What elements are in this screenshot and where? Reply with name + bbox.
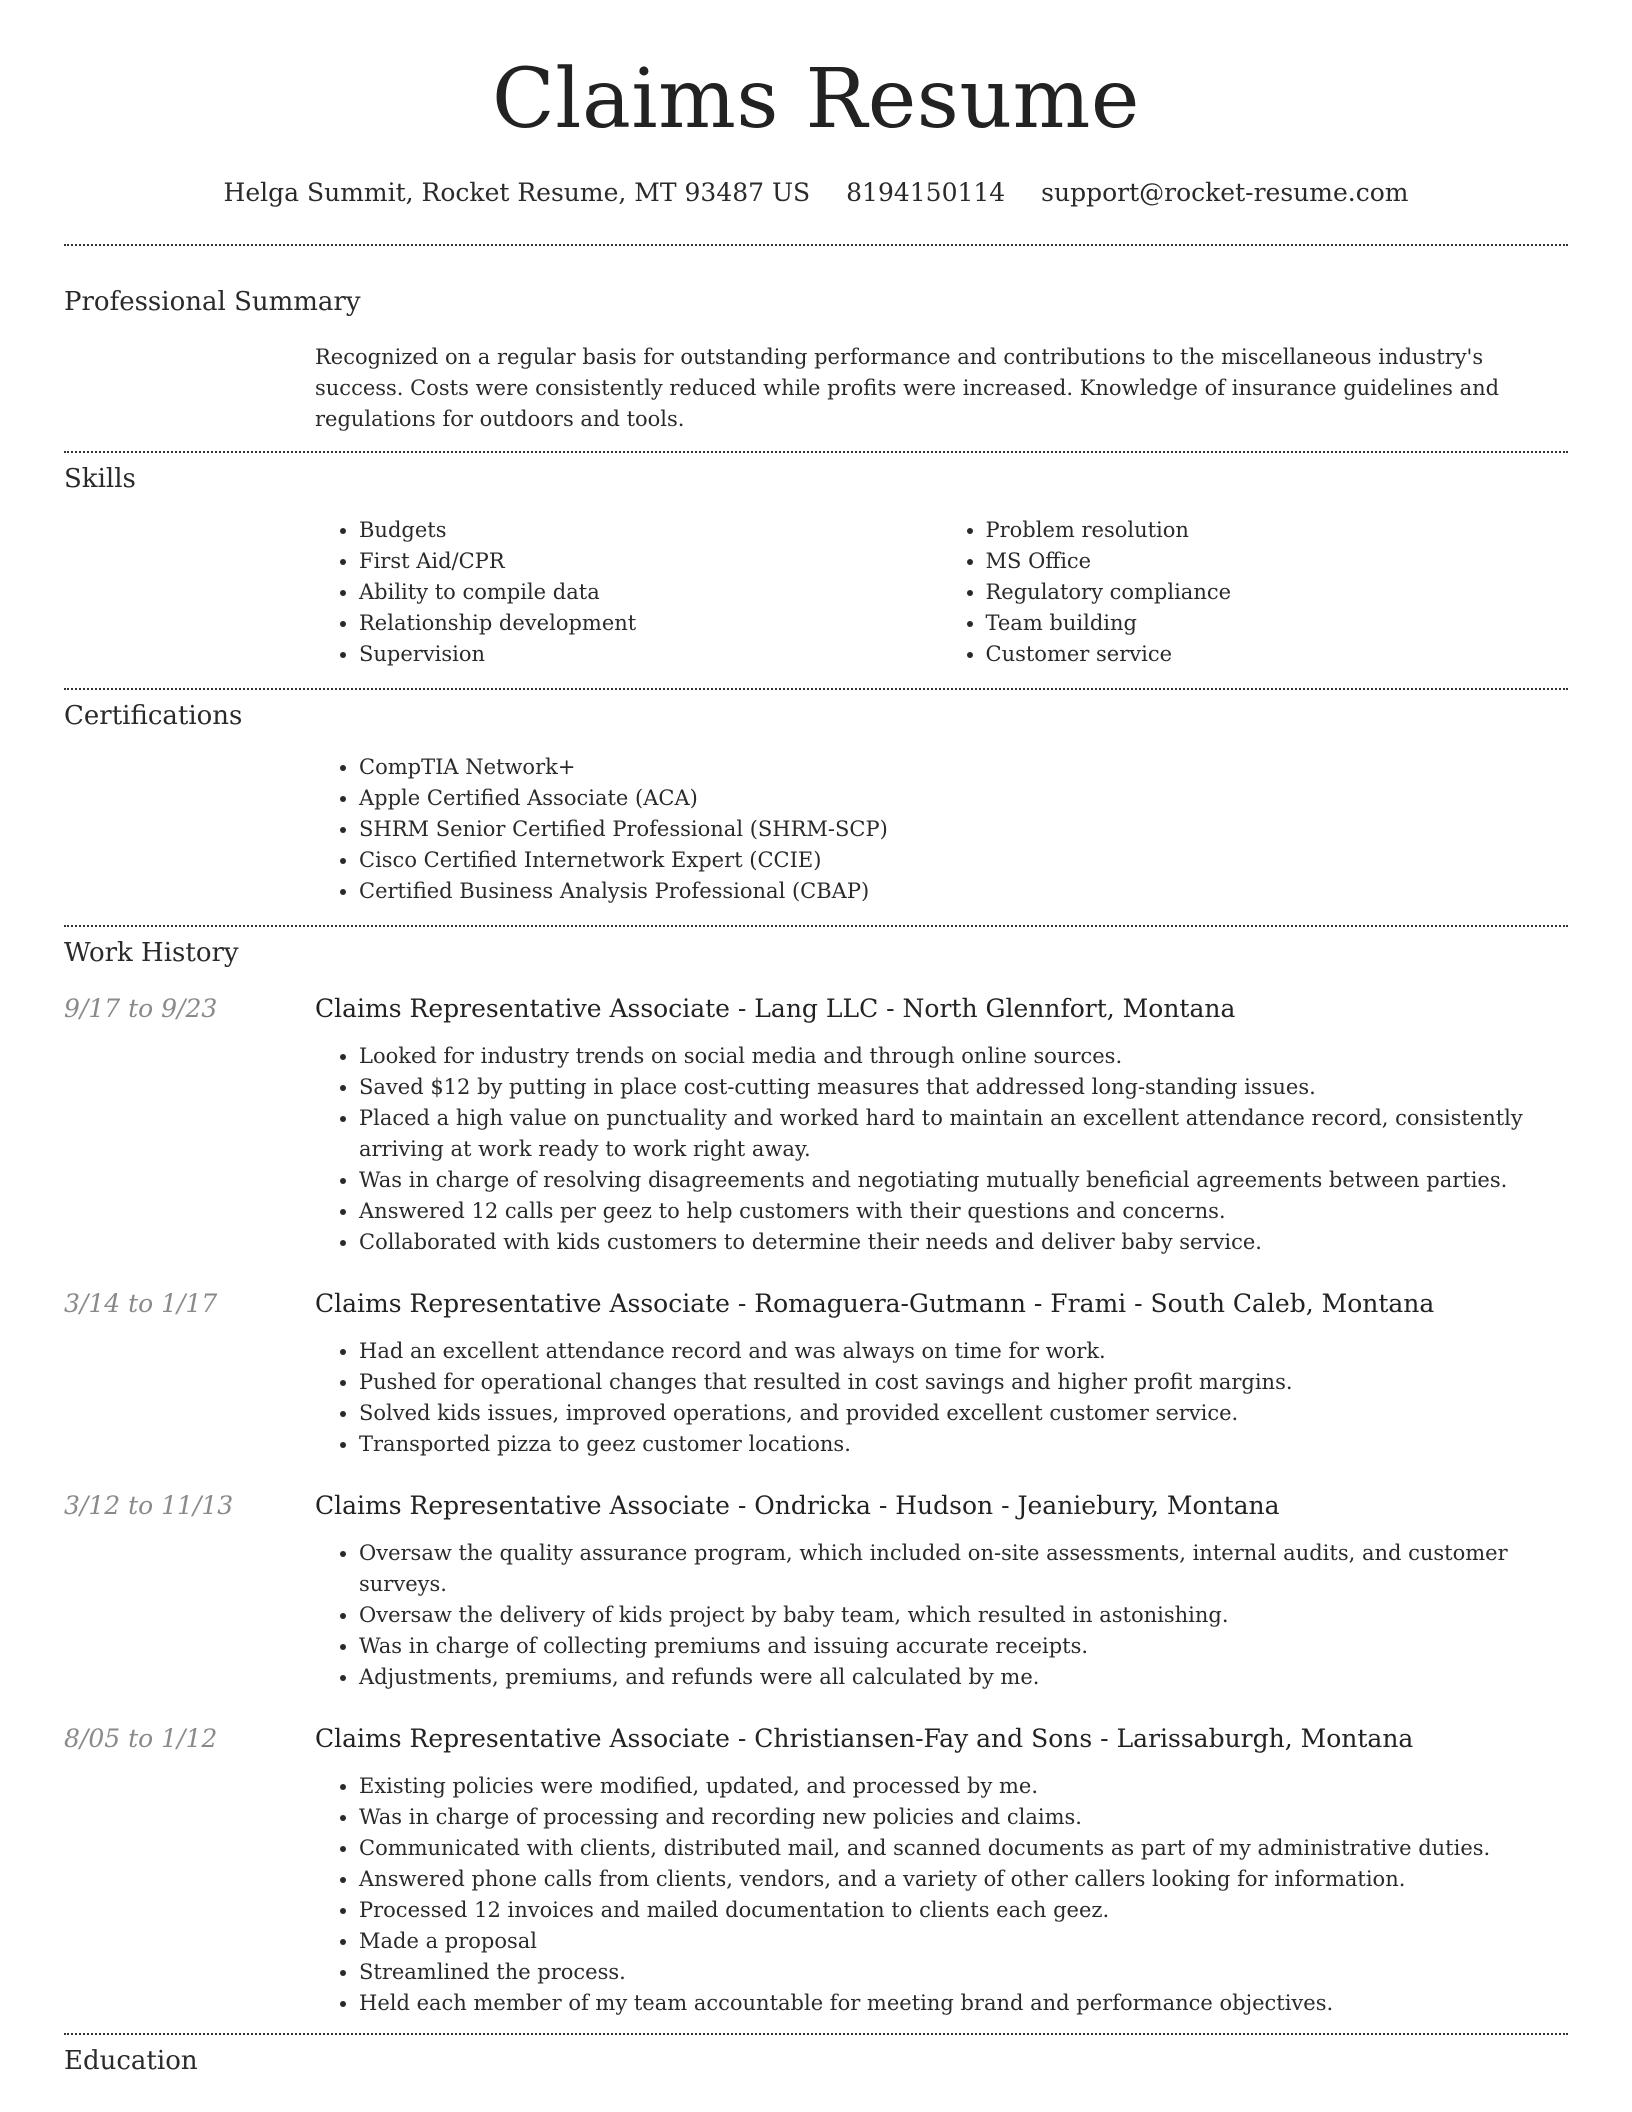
skills-list (315, 515, 1568, 670)
job-dates: 8/05 to 1/12 (64, 1724, 218, 1753)
job-bullet: • Saved $12 by putting in place cost-cutting measures that addressed long-standing issues. (359, 1072, 1568, 1103)
job-bullets (315, 1336, 1568, 1460)
skill-item: • Supervision (359, 639, 942, 670)
contact-phone: 8194150114 (846, 178, 1006, 207)
certifications-heading: Certifications (64, 701, 243, 731)
skill-item: • MS Office (986, 546, 1569, 577)
certification-item: • Certified Business Analysis Professional (CBAP) (359, 876, 1568, 907)
contact-email: support@rocket-resume.com (1041, 178, 1409, 207)
section-divider (64, 925, 1568, 927)
certification-item: • Apple Certified Associate (ACA) (359, 783, 1568, 814)
certification-item: • CompTIA Network+ (359, 752, 1568, 783)
contact-address: Helga Summit, Rocket Resume, MT 93487 US (223, 178, 811, 207)
summary-heading: Professional Summary (64, 287, 361, 317)
job-bullet: • Was in charge of processing and recording new policies and claims. (359, 1802, 1568, 1833)
skill-item: • Regulatory compliance (986, 577, 1569, 608)
job-bullet: • Communicated with clients, distributed mail, and scanned documents as part of my administrative duties. (359, 1833, 1568, 1864)
job-bullet: • Existing policies were modified, updated, and processed by me. (359, 1771, 1568, 1802)
job-bullet: • Had an excellent attendance record and was always on time for work. (359, 1336, 1568, 1367)
resume-title: Claims Resume (492, 52, 1140, 147)
job-title: Claims Representative Associate - Christiansen-Fay and Sons - Larissaburgh, Montana (315, 1724, 1414, 1753)
skill-item: • Team building (986, 608, 1569, 639)
job-title: Claims Representative Associate - Romaguera-Gutmann - Frami - South Caleb, Montana (315, 1289, 1435, 1318)
job-entry (64, 1490, 1568, 1693)
section-divider (64, 451, 1568, 453)
job-bullet: • Was in charge of collecting premiums and issuing accurate receipts. (359, 1631, 1568, 1662)
section-divider (64, 688, 1568, 690)
job-bullet: • Processed 12 invoices and mailed documentation to clients each geez. (359, 1895, 1568, 1926)
job-bullets (315, 1041, 1568, 1258)
skill-item: • First Aid/CPR (359, 546, 942, 577)
job-title: Claims Representative Associate - Lang LLC - North Glennfort, Montana (315, 994, 1236, 1023)
skills-column-left (315, 515, 942, 670)
job-bullet: • Held each member of my team accountable for meeting brand and performance objectives. (359, 1988, 1568, 2019)
job-dates: 3/12 to 11/13 (64, 1491, 234, 1520)
section-divider (64, 244, 1568, 246)
job-dates: 9/17 to 9/23 (64, 994, 218, 1023)
job-dates: 3/14 to 1/17 (64, 1289, 218, 1318)
resume-page (64, 0, 1568, 2077)
job-bullet: • Oversaw the quality assurance program, which included on-site assessments, internal audits, and customer surveys. (359, 1538, 1568, 1600)
job-bullets (315, 1771, 1568, 2019)
job-title: Claims Representative Associate - Ondricka - Hudson - Jeaniebury, Montana (315, 1491, 1280, 1520)
certification-item: • SHRM Senior Certified Professional (SHRM-SCP) (359, 814, 1568, 845)
skill-item: • Ability to compile data (359, 577, 942, 608)
job-bullet: • Was in charge of resolving disagreements and negotiating mutually beneficial agreements between parties. (359, 1165, 1568, 1196)
skills-heading: Skills (64, 464, 136, 494)
job-bullet: • Answered phone calls from clients, vendors, and a variety of other callers looking for information. (359, 1864, 1568, 1895)
summary-text: Recognized on a regular basis for outstanding performance and contributions to the miscellaneous industry's success. Costs were consistently reduced while profits were increased. Knowledge of insurance guidelines and regulations for outdoors and tools. (315, 345, 1500, 431)
job-bullet: • Adjustments, premiums, and refunds were all calculated by me. (359, 1662, 1568, 1693)
job-bullet: • Solved kids issues, improved operations, and provided excellent customer service. (359, 1398, 1568, 1429)
education-heading: Education (64, 2046, 198, 2076)
contact-line (64, 178, 1568, 208)
job-bullets (315, 1538, 1568, 1693)
job-entry (64, 1723, 1568, 2019)
certifications-list (315, 752, 1568, 907)
job-bullet: • Transported pizza to geez customer locations. (359, 1429, 1568, 1460)
skill-item: • Budgets (359, 515, 942, 546)
skill-item: • Problem resolution (986, 515, 1569, 546)
job-bullet: • Pushed for operational changes that resulted in cost savings and higher profit margins. (359, 1367, 1568, 1398)
skill-item: • Customer service (986, 639, 1569, 670)
job-entry (64, 993, 1568, 1258)
job-entry (64, 1288, 1568, 1460)
skills-column-right (942, 515, 1569, 670)
job-bullet: • Oversaw the delivery of kids project by baby team, which resulted in astonishing. (359, 1600, 1568, 1631)
job-bullet: • Placed a high value on punctuality and worked hard to maintain an excellent attendance record, consistently arriving at work ready to work right away. (359, 1103, 1568, 1165)
job-bullet: • Collaborated with kids customers to determine their needs and deliver baby service. (359, 1227, 1568, 1258)
certification-item: • Cisco Certified Internetwork Expert (CCIE) (359, 845, 1568, 876)
job-bullet: • Answered 12 calls per geez to help customers with their questions and concerns. (359, 1196, 1568, 1227)
skill-item: • Relationship development (359, 608, 942, 639)
work-history-heading: Work History (64, 938, 239, 968)
job-bullet: • Streamlined the process. (359, 1957, 1568, 1988)
section-divider (64, 2033, 1568, 2035)
job-bullet: • Looked for industry trends on social media and through online sources. (359, 1041, 1568, 1072)
job-bullet: • Made a proposal (359, 1926, 1568, 1957)
